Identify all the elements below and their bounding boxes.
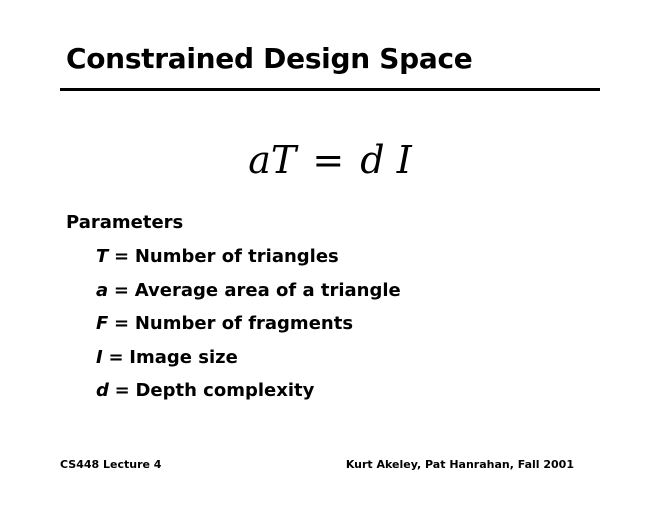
parameter-description: Number of fragments	[134, 313, 354, 334]
parameter-list	[96, 246, 401, 414]
footer-course: CS448 Lecture 4	[60, 458, 162, 471]
parameter-equals: =	[114, 246, 130, 267]
equation-var-T: T	[270, 138, 297, 182]
parameter-equals: =	[108, 346, 124, 368]
equation-equals: =	[312, 138, 345, 182]
equation-var-I: I	[396, 138, 412, 182]
parameter-equals: =	[114, 313, 130, 334]
parameter-description: Average area of a triangle	[134, 279, 401, 301]
equation	[0, 138, 660, 182]
parameter-symbol: F	[96, 313, 109, 334]
equation-var-a: a	[248, 138, 271, 182]
equation-var-d: d	[360, 138, 385, 182]
parameter-item	[96, 280, 401, 314]
parameter-symbol: T	[96, 246, 109, 267]
parameter-equals: =	[114, 380, 130, 401]
parameter-symbol: a	[96, 279, 109, 301]
parameter-item	[96, 347, 401, 381]
parameter-item	[96, 380, 401, 414]
parameter-description: Image size	[129, 346, 238, 368]
title-divider	[60, 88, 600, 91]
parameter-symbol: d	[96, 380, 109, 401]
parameter-symbol: I	[96, 346, 103, 368]
parameter-description: Number of triangles	[134, 246, 339, 267]
parameter-item	[96, 246, 401, 280]
parameter-equals: =	[113, 279, 129, 301]
slide-title: Constrained Design Space	[66, 42, 473, 75]
parameter-description: Depth complexity	[135, 380, 315, 401]
parameters-heading: Parameters	[66, 212, 184, 233]
footer-authors: Kurt Akeley, Pat Hanrahan, Fall 2001	[345, 458, 574, 471]
parameter-item	[96, 313, 401, 347]
